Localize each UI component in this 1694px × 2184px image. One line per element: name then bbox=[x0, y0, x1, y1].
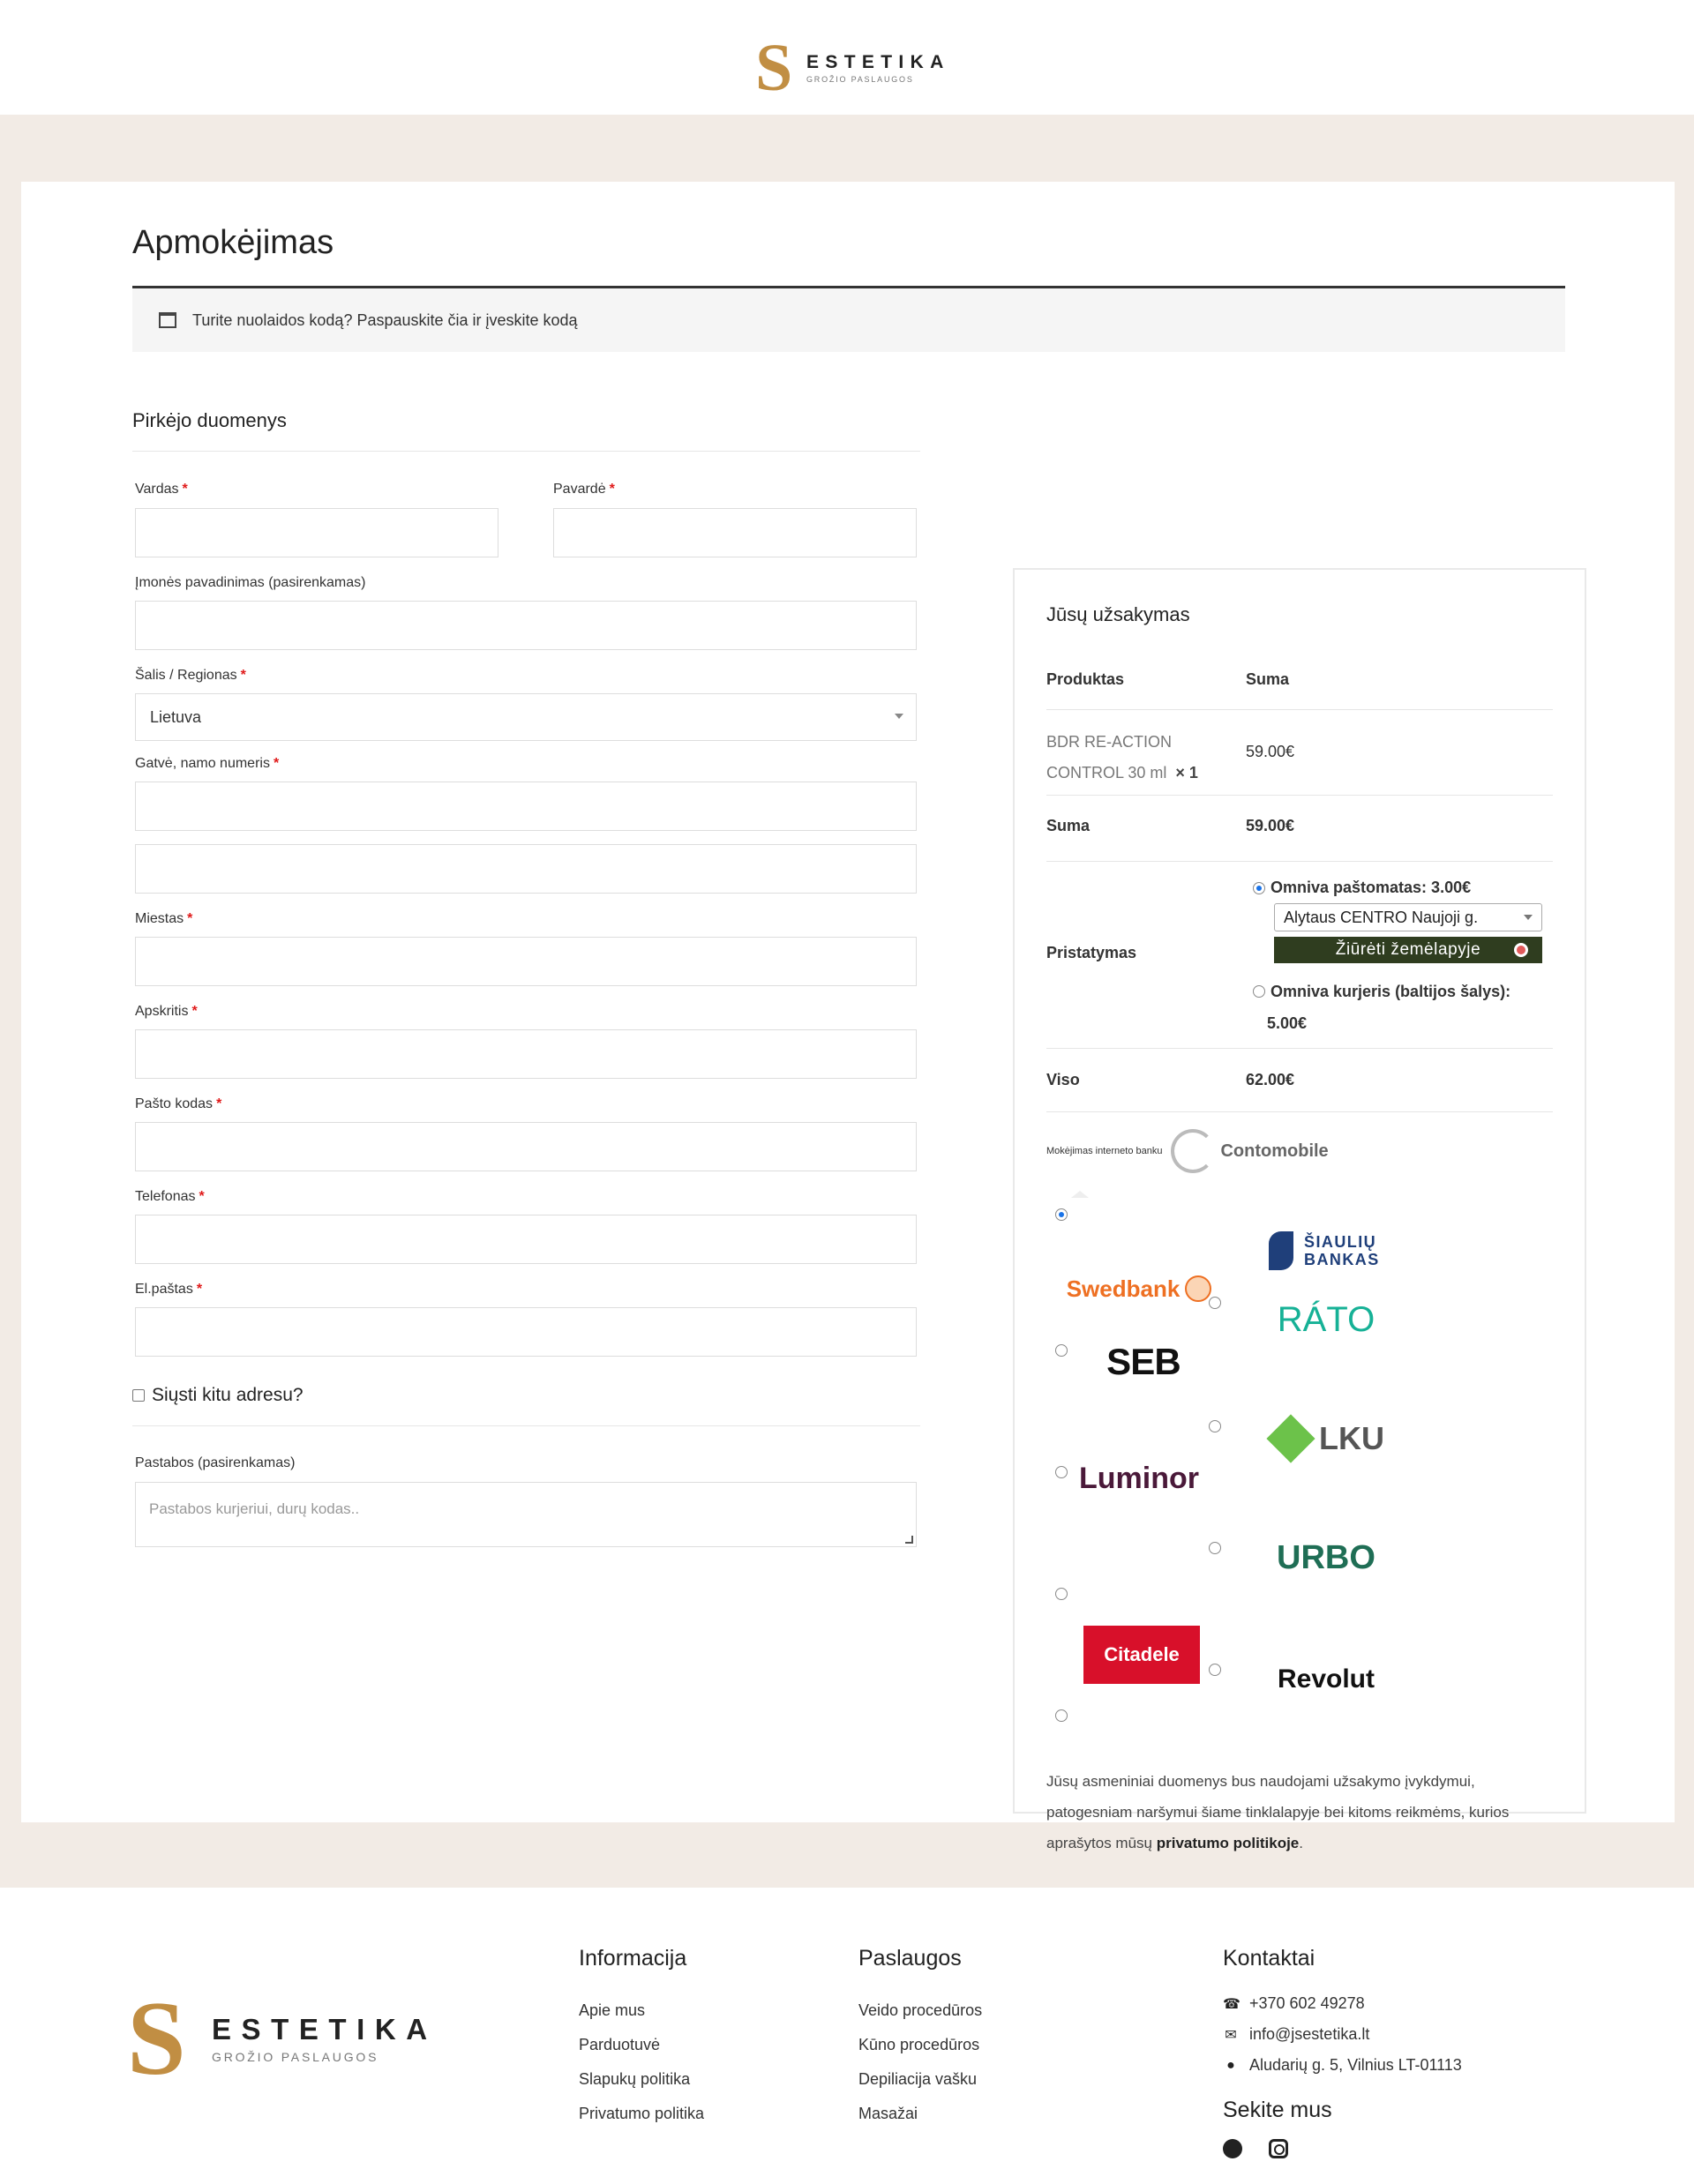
phone-label-text: Telefonas bbox=[135, 1189, 196, 1204]
subtotal-label: Suma bbox=[1046, 817, 1091, 834]
last-name-label-text: Pavardė bbox=[553, 482, 606, 497]
header-logo[interactable] bbox=[755, 31, 950, 105]
city-input[interactable] bbox=[135, 937, 917, 986]
payment-method-header[interactable] bbox=[1046, 1129, 1329, 1173]
required-mark: * bbox=[182, 482, 188, 497]
required-mark: * bbox=[191, 1004, 198, 1019]
required-mark: * bbox=[609, 482, 615, 497]
location-pin-icon: ● bbox=[1226, 2057, 1235, 2073]
city-label bbox=[135, 911, 192, 927]
footer-link-body[interactable]: Kūno procedūros bbox=[858, 2036, 980, 2053]
footer-info-title: Informacija bbox=[579, 1946, 687, 1971]
view-map-label: Žiūrėti žemėlapyje bbox=[1335, 940, 1481, 959]
payment-radio-lku[interactable] bbox=[1055, 1588, 1068, 1600]
privacy-end: . bbox=[1299, 1835, 1303, 1851]
product-name-line1: BDR RE-ACTION bbox=[1046, 733, 1173, 751]
first-name-label bbox=[135, 482, 188, 497]
coupon-notice bbox=[132, 288, 1565, 352]
required-mark: * bbox=[187, 911, 193, 926]
payment-radio-siauliu[interactable] bbox=[1055, 1344, 1068, 1357]
order-divider bbox=[1046, 1111, 1553, 1112]
bank-luminor[interactable]: Luminor bbox=[1079, 1461, 1199, 1495]
city-label-text: Miestas bbox=[135, 911, 184, 926]
payment-radio-rato[interactable] bbox=[1055, 1466, 1068, 1478]
privacy-text: Jūsų asmeniniai duomenys bus naudojami užsakymo įvykdymui, patogesniam naršymui šiame tinklalapyje bei kitoms reikmėms, kurios aprašytos mūsų bbox=[1046, 1773, 1510, 1851]
required-mark: * bbox=[199, 1189, 205, 1204]
footer-link-shop[interactable]: Parduotuvė bbox=[579, 2036, 661, 2053]
footer-link-massage[interactable]: Masažai bbox=[858, 2105, 918, 2122]
product-name-line2 bbox=[1046, 758, 1198, 789]
shipping-option-omniva-courier[interactable] bbox=[1253, 976, 1510, 1039]
payment-radio-luminor[interactable] bbox=[1209, 1542, 1221, 1554]
ship-other-checkbox[interactable] bbox=[132, 1389, 145, 1402]
bank-urbo[interactable]: URBO bbox=[1277, 1538, 1375, 1576]
product-name-line2-text: CONTROL 30 ml bbox=[1046, 764, 1167, 782]
footer-email[interactable] bbox=[1223, 2025, 1462, 2044]
logo-name: ESTETIKA bbox=[806, 52, 950, 72]
shipping-label: Pristatymas bbox=[1046, 944, 1137, 961]
footer-address-text: Aludarių g. 5, Vilnius LT-01113 bbox=[1249, 2056, 1462, 2074]
footer-logo[interactable] bbox=[127, 1979, 438, 2097]
logo-text bbox=[806, 52, 950, 84]
notes-label: Pastabos (pasirenkamas) bbox=[135, 1455, 296, 1470]
phone-input[interactable] bbox=[135, 1215, 917, 1264]
street-label bbox=[135, 756, 279, 772]
required-mark: * bbox=[240, 668, 246, 683]
ship-other-label: Siųsti kitu adresu? bbox=[152, 1385, 304, 1405]
parcel-terminal-select[interactable] bbox=[1274, 903, 1542, 931]
lku-logo-icon bbox=[1266, 1414, 1315, 1462]
product-qty: × 1 bbox=[1175, 764, 1198, 782]
product-price: 59.00€ bbox=[1246, 743, 1295, 760]
logo-text bbox=[212, 2013, 438, 2064]
street-label-text: Gatvė, namo numeris bbox=[135, 756, 270, 771]
company-input[interactable] bbox=[135, 601, 917, 650]
footer-link-cookies[interactable]: Slapukų politika bbox=[579, 2070, 691, 2088]
bank-citadele[interactable]: Citadele bbox=[1083, 1626, 1200, 1684]
payment-radio-swedbank[interactable] bbox=[1209, 1297, 1221, 1309]
footer-info-column bbox=[579, 1946, 704, 2139]
checkout-card bbox=[21, 182, 1675, 1851]
payment-radio-urbo[interactable] bbox=[1055, 1709, 1068, 1722]
bank-swedbank-label: Swedbank bbox=[1066, 1275, 1181, 1302]
footer-contacts-column bbox=[1223, 1946, 1462, 2158]
first-name-label-text: Vardas bbox=[135, 482, 179, 497]
footer-services-column bbox=[858, 1946, 982, 2139]
country-select-value: Lietuva bbox=[150, 707, 202, 726]
first-name-input[interactable] bbox=[135, 508, 498, 557]
order-divider bbox=[1046, 861, 1553, 862]
payment-radio-bank[interactable] bbox=[1055, 1208, 1068, 1221]
bank-siauliu-label: ŠIAULIŲ BANKAS bbox=[1304, 1233, 1380, 1268]
footer-link-about[interactable]: Apie mus bbox=[579, 2001, 646, 2019]
footer-link-privacy[interactable]: Privatumo politika bbox=[579, 2105, 705, 2122]
view-map-button[interactable] bbox=[1274, 937, 1542, 963]
logo-subtitle: GROŽIO PASLAUGOS bbox=[212, 2050, 379, 2064]
payment-pointer bbox=[1071, 1191, 1089, 1198]
bank-seb[interactable]: SEB bbox=[1106, 1341, 1181, 1382]
billing-divider bbox=[132, 451, 920, 452]
order-summary bbox=[1013, 568, 1586, 1851]
shipping-radio-courier[interactable] bbox=[1253, 985, 1265, 998]
shipping-option-courier-price: 5.00€ bbox=[1267, 1014, 1308, 1032]
bank-swedbank[interactable] bbox=[1064, 1267, 1214, 1311]
bank-revolut[interactable]: Revolut bbox=[1277, 1664, 1375, 1694]
footer-contacts-title: Kontaktai bbox=[1223, 1946, 1315, 1971]
last-name-label bbox=[553, 482, 615, 497]
bank-rato[interactable]: RÁTO bbox=[1277, 1299, 1375, 1339]
total-label: Viso bbox=[1046, 1071, 1080, 1088]
footer-services-title: Paslaugos bbox=[858, 1946, 962, 1971]
footer-follow-title: Sekite mus bbox=[1223, 2098, 1332, 2122]
postcode-label bbox=[135, 1096, 221, 1112]
footer-link-face[interactable]: Veido procedūros bbox=[858, 2001, 983, 2019]
required-mark: * bbox=[196, 1282, 203, 1297]
phone-label bbox=[135, 1189, 205, 1205]
email-input[interactable] bbox=[135, 1307, 917, 1357]
shipping-option-omniva-terminal[interactable] bbox=[1253, 879, 1471, 897]
map-pin-icon bbox=[1514, 943, 1528, 957]
email-label bbox=[135, 1282, 202, 1298]
order-heading: Jūsų užsakymas bbox=[1046, 603, 1190, 625]
payment-caption: Mokėjimas interneto banku bbox=[1046, 1146, 1163, 1156]
bank-lku[interactable] bbox=[1251, 1408, 1401, 1470]
col-total-header: Suma bbox=[1246, 670, 1290, 688]
bank-lku-label: LKU bbox=[1319, 1420, 1384, 1456]
shipping-option-terminal-label: Omniva paštomatas: 3.00€ bbox=[1270, 879, 1472, 896]
social-links bbox=[1223, 2139, 1462, 2158]
logo-mark: S bbox=[127, 1979, 186, 2097]
shipping-option-courier-label: Omniva kurjeris (baltijos šalys): bbox=[1270, 983, 1511, 1000]
postcode-input[interactable] bbox=[135, 1122, 917, 1171]
facebook-icon[interactable] bbox=[1223, 2139, 1242, 2158]
footer-phone-text: +370 602 49278 bbox=[1249, 1994, 1365, 2012]
payment-radio-citadele[interactable] bbox=[1209, 1664, 1221, 1676]
page-title: Apmokėjimas bbox=[132, 224, 334, 261]
site-footer bbox=[0, 1888, 1694, 2184]
coupon-link[interactable]: Turite nuolaidos kodą? Paspauskite čia ir įveskite kodą bbox=[192, 310, 578, 329]
ship-other-address-toggle[interactable] bbox=[132, 1385, 304, 1406]
site-header bbox=[0, 0, 1694, 115]
order-divider bbox=[1046, 709, 1553, 710]
street-input-2[interactable] bbox=[135, 844, 917, 894]
siauliu-bankas-logo-icon bbox=[1269, 1231, 1293, 1270]
order-divider bbox=[1046, 1048, 1553, 1049]
privacy-notice bbox=[1046, 1766, 1553, 1859]
street-input[interactable] bbox=[135, 782, 917, 831]
phone-icon: ☎ bbox=[1223, 1996, 1241, 2012]
notes-textarea[interactable] bbox=[135, 1482, 917, 1547]
notes-placeholder: Pastabos kurjeriui, durų kodas.. bbox=[149, 1500, 360, 1517]
county-label-text: Apskritis bbox=[135, 1004, 189, 1019]
county-input[interactable] bbox=[135, 1029, 917, 1079]
country-label-text: Šalis / Regionas bbox=[135, 668, 237, 683]
chevron-down-icon bbox=[895, 714, 903, 719]
payment-provider-name: Contomobile bbox=[1220, 1141, 1329, 1161]
footer-phone[interactable] bbox=[1223, 1994, 1462, 2013]
county-label bbox=[135, 1004, 198, 1020]
country-label bbox=[135, 668, 246, 684]
contomobile-logo-icon bbox=[1171, 1129, 1215, 1173]
footer-email-text: info@jsestetika.lt bbox=[1249, 2025, 1370, 2043]
footer-link-waxing[interactable]: Depiliacija vašku bbox=[858, 2070, 978, 2088]
parcel-terminal-value: Alytaus CENTRO Naujoji g. bbox=[1284, 908, 1479, 926]
email-label-text: El.paštas bbox=[135, 1282, 193, 1297]
swedbank-oak-icon bbox=[1185, 1275, 1211, 1302]
logo-mark: S bbox=[755, 31, 793, 105]
company-label: Įmonės pavadinimas (pasirenkamas) bbox=[135, 575, 366, 590]
shipping-radio-terminal[interactable] bbox=[1253, 882, 1265, 894]
footer-address bbox=[1223, 2056, 1462, 2075]
bank-siauliu[interactable] bbox=[1251, 1224, 1401, 1277]
product-name bbox=[1046, 727, 1198, 789]
chevron-down-icon bbox=[1524, 915, 1533, 920]
payment-radio-seb[interactable] bbox=[1209, 1420, 1221, 1432]
ship-divider bbox=[132, 1425, 920, 1426]
col-product-header: Produktas bbox=[1046, 670, 1125, 688]
subtotal-value: 59.00€ bbox=[1246, 817, 1295, 834]
privacy-policy-link[interactable]: privatumo politikoje bbox=[1156, 1835, 1300, 1851]
billing-heading: Pirkėjo duomenys bbox=[132, 409, 287, 431]
order-divider bbox=[1046, 795, 1553, 796]
last-name-input[interactable] bbox=[553, 508, 917, 557]
envelope-icon: ✉ bbox=[1225, 2027, 1237, 2043]
logo-name: ESTETIKA bbox=[212, 2013, 438, 2046]
instagram-icon[interactable] bbox=[1269, 2139, 1288, 2158]
resize-handle-icon[interactable] bbox=[905, 1536, 913, 1544]
total-value: 62.00€ bbox=[1246, 1071, 1295, 1088]
calendar-icon bbox=[159, 312, 176, 328]
country-select[interactable] bbox=[135, 693, 917, 741]
required-mark: * bbox=[216, 1096, 222, 1111]
logo-subtitle: GROŽIO PASLAUGOS bbox=[806, 75, 914, 84]
required-mark: * bbox=[273, 756, 280, 771]
postcode-label-text: Pašto kodas bbox=[135, 1096, 214, 1111]
